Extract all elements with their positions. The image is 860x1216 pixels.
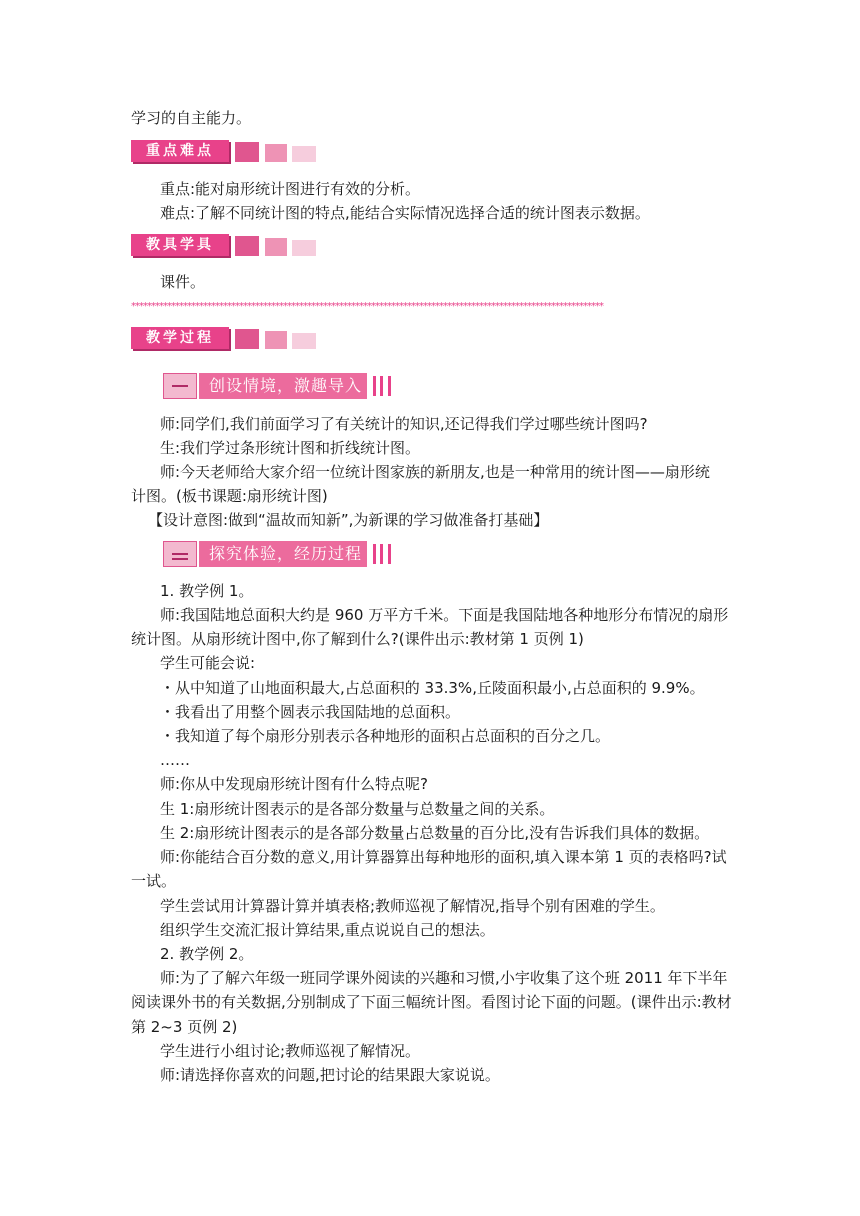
focus-text: 重点:能对扇形统计图进行有效的分析。 [160, 180, 421, 198]
paragraph: 一试。 [131, 872, 177, 890]
part2-title: 探究体验，经历过程 [199, 541, 367, 567]
paragraph: 2. 教学例 2。 [160, 945, 254, 963]
paragraph: 第 2~3 页例 2) [131, 1018, 238, 1036]
paragraph: 师:同学们,我们前面学习了有关统计的知识,还记得我们学过哪些统计图吗? [160, 415, 648, 433]
star-divider: ********************************************************************************************************************** [131, 302, 603, 312]
intro-line: 学习的自主能力。 [131, 109, 252, 127]
numeral-two-icon [163, 541, 197, 567]
design-intent: 【设计意图:做到“温故而知新”,为新课的学习做准备打基础】 [148, 511, 549, 529]
part1-header [163, 373, 403, 399]
paragraph: 学生尝试用计算器计算并填表格;教师巡视了解情况,指导个别有困难的学生。 [160, 897, 665, 915]
section-label: 教学过程 [131, 327, 229, 349]
paragraph: 师:你能结合百分数的意义,用计算器算出每种地形的面积,填入课本第 1 页的表格吗?试 [160, 848, 727, 866]
paragraph: 1. 教学例 1。 [160, 582, 254, 600]
decor-tick [380, 376, 383, 396]
paragraph: 统计图。从扇形统计图中,你了解到什么?(课件出示:教材第 1 页例 1) [131, 630, 584, 648]
paragraph: 生 2:扇形统计图表示的是各部分数量占总数量的百分比,没有告诉我们具体的数据。 [160, 824, 710, 842]
part1-title: 创设情境，激趣导入 [199, 373, 367, 399]
difficulty-text: 难点:了解不同统计图的特点,能结合实际情况选择合适的统计图表示数据。 [160, 204, 650, 222]
section-label: 重点难点 [131, 140, 229, 162]
decor-block [235, 142, 259, 162]
paragraph: 阅读课外书的有关数据,分别制成了下面三幅统计图。看图讨论下面的问题。(课件出示:教材 [131, 993, 732, 1011]
decor-tick [380, 544, 383, 564]
paragraph: 计图。(板书课题:扇形统计图) [131, 487, 328, 505]
decor-tick [388, 544, 391, 564]
ellipsis: …… [160, 751, 190, 769]
tools-text: 课件。 [160, 273, 206, 291]
section-header-key-points [131, 140, 321, 162]
paragraph: 组织学生交流汇报计算结果,重点说说自己的想法。 [160, 921, 495, 939]
decor-tick [388, 376, 391, 396]
paragraph: 师:请选择你喜欢的问题,把讨论的结果跟大家说说。 [160, 1066, 500, 1084]
paragraph: 师:你从中发现扇形统计图有什么特点呢? [160, 775, 429, 793]
decor-tick [373, 376, 376, 396]
paragraph: 生:我们学过条形统计图和折线统计图。 [160, 439, 421, 457]
numeral-one-icon [163, 373, 197, 399]
paragraph: 学生可能会说: [160, 654, 256, 672]
section-label: 教具学具 [131, 234, 229, 256]
decor-tick [373, 544, 376, 564]
decor-block [292, 333, 316, 349]
decor-block [292, 240, 316, 256]
decor-block [235, 236, 259, 256]
paragraph: 师:为了了解六年级一班同学课外阅读的兴趣和习惯,小宇收集了这个班 2011 年下半年 [160, 969, 728, 987]
decor-block [265, 144, 287, 162]
paragraph: 师:今天老师给大家介绍一位统计图家族的新朋友,也是一种常用的统计图——扇形统 [160, 463, 710, 481]
decor-block [265, 331, 287, 349]
bullet-item: ・我看出了用整个圆表示我国陆地的总面积。 [160, 703, 461, 721]
section-header-process [131, 327, 321, 349]
decor-block [265, 238, 287, 256]
paragraph: 生 1:扇形统计图表示的是各部分数量与总数量之间的关系。 [160, 800, 555, 818]
decor-block [235, 329, 259, 349]
paragraph: 学生进行小组讨论;教师巡视了解情况。 [160, 1042, 421, 1060]
section-header-tools [131, 234, 321, 256]
bullet-item: ・我知道了每个扇形分别表示各种地形的面积占总面积的百分之几。 [160, 727, 611, 745]
decor-block [292, 146, 316, 162]
paragraph: 师:我国陆地总面积大约是 960 万平方千米。下面是我国陆地各种地形分布情况的扇形 [160, 606, 729, 624]
bullet-item: ・从中知道了山地面积最大,占总面积的 33.3%,丘陵面积最小,占总面积的 9.9%。 [160, 679, 705, 697]
part2-header [163, 541, 403, 567]
